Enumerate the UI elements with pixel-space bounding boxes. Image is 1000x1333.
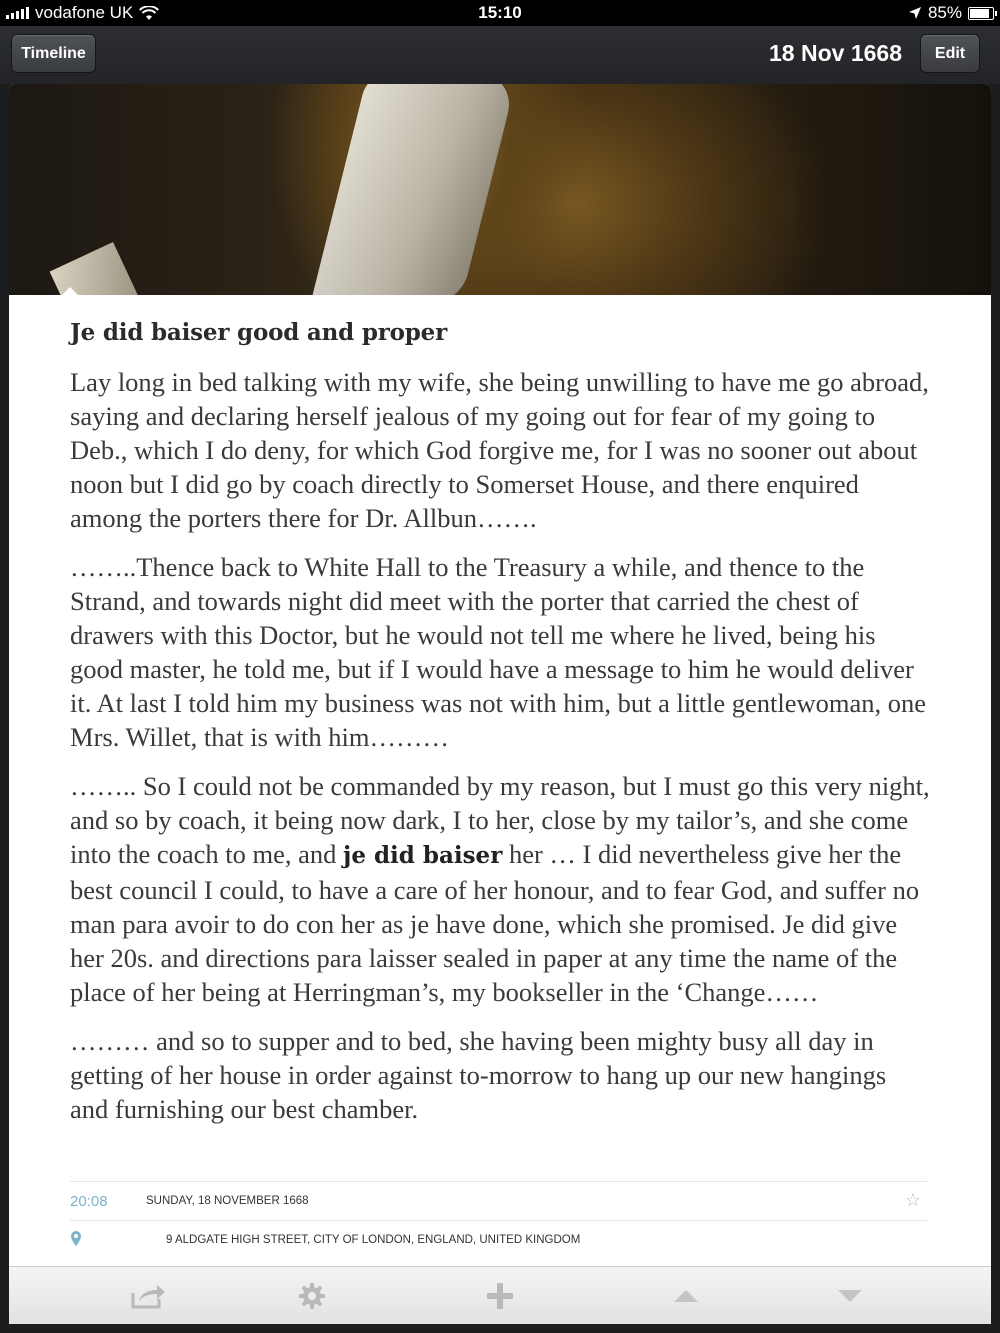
photo-detail-cloth [310,84,517,295]
entry-body [70,319,930,1141]
edit-button[interactable]: Edit [920,34,980,73]
entry-paragraph [70,769,930,1009]
status-right [908,3,994,23]
carrier-name: vodafone UK [35,3,134,22]
battery-icon [968,7,994,20]
status-time: 15:10 [478,3,522,22]
gear-icon [298,1282,326,1310]
next-entry-button[interactable] [835,1281,865,1311]
arrow-down-icon [837,1288,863,1304]
entry-photo[interactable] [9,84,991,295]
battery-percent: 85% [927,3,962,22]
paragraph-bold-text: je did baiser [343,842,503,869]
screen-bezel [0,1324,1000,1333]
photo-pointer [62,287,78,295]
navigation-bar [0,26,1000,84]
paragraph-text: …….. So I could not be commanded by my reason, but I must go this very night, and so by coach, it being now dark, I to her, close by my tailor’s, and she come into the coach to me, and [70,771,930,869]
bottom-toolbar [9,1266,991,1324]
plus-icon [486,1282,514,1310]
arrow-up-icon [673,1288,699,1304]
entry-paragraph: ……..Thence back to White Hall to the Treasury a while, and thence to the Strand, and towards night did meet with the porter that carried the chest of drawers with this Doctor, but he would not tell me where he lived, being his good master, he told me, but if I would have a message to him he would deliver it. At last I told him my business was not with him, but a little gentlewoman, one Mrs. Willet, that is with him……… [70,552,927,752]
previous-entry-button[interactable] [671,1281,701,1311]
location-pin-icon [70,1231,82,1247]
entry-paragraph: ……… and so to supper and to bed, she having been mighty busy all day in getting of her house in order against to-morrow to hang up our new hangings and furnishing our best chamber. [70,1026,887,1124]
settings-button[interactable] [297,1281,327,1311]
entry-paragraph: Lay long in bed talking with my wife, she being unwilling to have me go abroad, saying and declaring herself jealous of my going out for fear of my going to Deb., which I do deny, for which God forgive me, for I was no sooner out about noon but I did go by coach directly to Somerset House, and there enquired among the porters there for Dr. Allbun……. [70,367,929,533]
entry-title: Je did baiser good and proper [70,319,448,346]
timeline-back-button[interactable]: Timeline [11,34,96,73]
location-arrow-icon [908,6,922,20]
status-bar [0,0,1000,26]
entry-address: 9 ALDGATE HIGH STREET, CITY OF LONDON, ENGLAND, UNITED KINGDOM [166,1234,581,1246]
entry-card [9,84,991,1266]
share-button[interactable] [131,1281,167,1311]
entry-date: SUNDAY, 18 NOVEMBER 1668 [146,1195,309,1207]
star-icon[interactable]: ☆ [904,1190,921,1210]
battery-level [970,9,989,18]
share-icon [131,1283,167,1309]
add-entry-button[interactable] [485,1281,515,1311]
entry-location-row[interactable] [70,1220,927,1259]
paragraph-text: her … I did nevertheless give her the best council I could, to have a care of her honour, and to fear God, and suffer no man para avoir to do con her as je have done, which she promised. Je did give her 20s. and directions para laisser sealed in paper at any time the name of the place of her being at Herringman’s, my bookseller in the ‘Change…… [70,839,920,1007]
page-title: 18 Nov 1668 [769,40,902,66]
entry-time: 20:08 [70,1193,108,1210]
entry-date-row [70,1181,927,1220]
